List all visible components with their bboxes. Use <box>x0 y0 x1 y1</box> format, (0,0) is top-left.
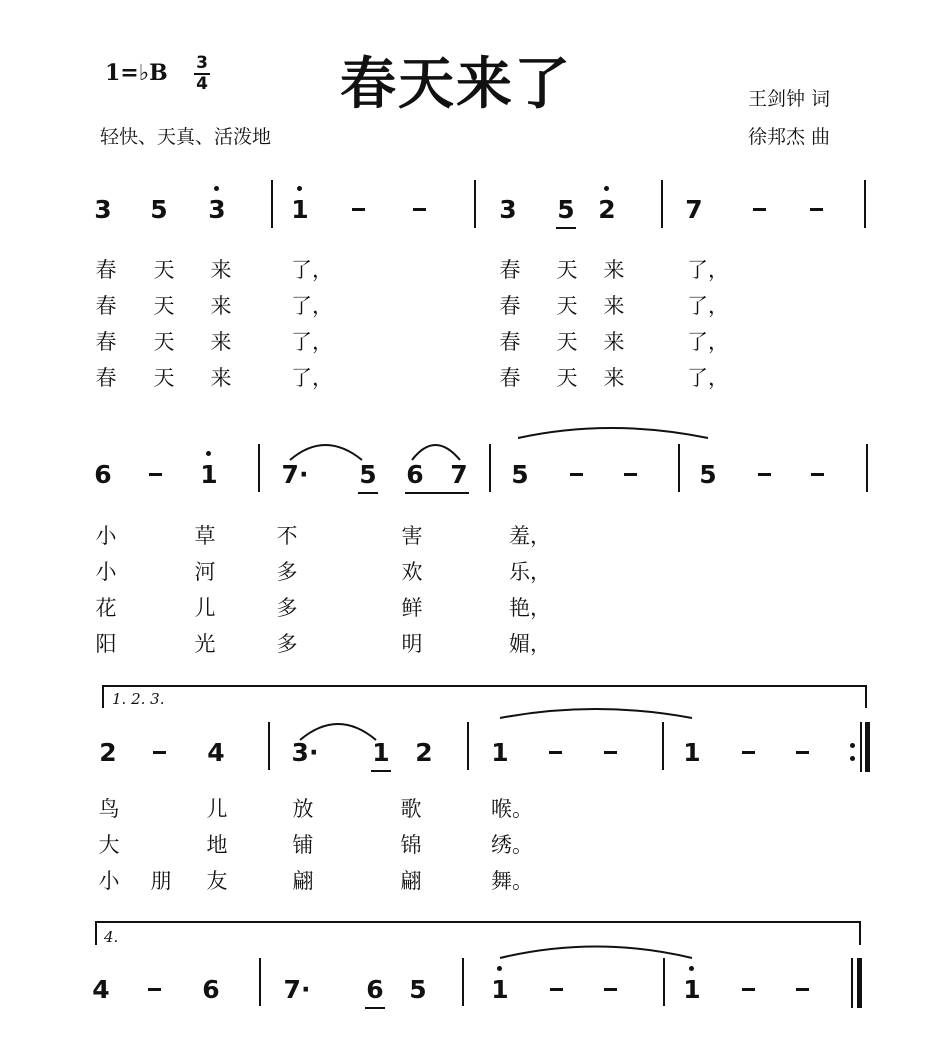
tie <box>500 709 692 718</box>
lyric: 来 <box>210 330 232 354</box>
lyric: 多 <box>276 632 298 656</box>
lyric: 歌 <box>400 797 422 821</box>
lyric: 多 <box>276 560 298 584</box>
lyric: 春 <box>499 258 521 282</box>
lyric: 儿 <box>206 797 228 821</box>
lyric: 媚， <box>509 632 551 656</box>
volta-bracket-4 <box>96 922 860 945</box>
lyric: 地 <box>206 833 228 857</box>
tie <box>412 445 460 460</box>
note: 5 <box>409 975 427 1004</box>
lyric: 了， <box>687 330 729 354</box>
lyric: 羞， <box>509 524 551 548</box>
note: 5 <box>557 195 575 224</box>
lyric: 放 <box>292 797 314 821</box>
lyric: 来 <box>603 258 625 282</box>
note: 4 <box>207 738 225 767</box>
tie <box>500 947 692 959</box>
time-signature-top: 3 <box>196 53 208 73</box>
lyric: 来 <box>603 294 625 318</box>
lyric: 来 <box>603 366 625 390</box>
lyric: 光 <box>194 632 216 656</box>
note: 6 <box>94 460 112 489</box>
lyric: 乐， <box>509 560 551 584</box>
note: 4 <box>92 975 110 1004</box>
note: 5 <box>359 460 377 489</box>
note: 1 <box>491 975 509 1004</box>
note: 3 <box>208 195 226 224</box>
note: 6 <box>366 975 384 1004</box>
note: 6 <box>406 460 424 489</box>
lyric: 了， <box>687 294 729 318</box>
note: 5 <box>699 460 717 489</box>
lyric: 欢 <box>401 560 423 584</box>
lyric: 河 <box>194 560 216 584</box>
volta-label: 1. 2. 3. <box>112 690 165 708</box>
lyric: 铺 <box>292 833 314 857</box>
lyric: 天 <box>153 330 175 354</box>
lyric: 鲜 <box>401 596 423 620</box>
lyric: 小 <box>98 869 120 893</box>
lyric: 多 <box>276 596 298 620</box>
lyric: 锦 <box>400 833 422 857</box>
lyric: 翩 <box>400 869 422 893</box>
note: 3· <box>291 738 319 767</box>
tie <box>300 724 376 740</box>
note: 7 <box>450 460 468 489</box>
lyric: 天 <box>153 366 175 390</box>
lyric: 了， <box>291 366 333 390</box>
lyric: 来 <box>603 330 625 354</box>
lyric: 春 <box>95 258 117 282</box>
lyric: 喉。 <box>491 797 533 821</box>
lyric: 天 <box>556 258 578 282</box>
note: 2 <box>598 195 616 224</box>
lyric: 不 <box>276 524 298 548</box>
note: 6 <box>202 975 220 1004</box>
tempo-marking: 轻快、天真、活泼地 <box>100 126 272 148</box>
composer-credit: 徐邦杰 曲 <box>748 126 831 148</box>
lyric: 了， <box>291 294 333 318</box>
lyric: 草 <box>194 524 216 548</box>
tie <box>290 445 362 460</box>
note: 2 <box>99 738 117 767</box>
time-signature-bottom: 4 <box>196 74 208 94</box>
tie <box>518 428 708 438</box>
lyric: 阳 <box>95 632 117 656</box>
lyric: 了， <box>291 330 333 354</box>
lyric: 害 <box>401 524 423 548</box>
lyric: 来 <box>210 294 232 318</box>
note: 2 <box>415 738 433 767</box>
lyric: 了， <box>291 258 333 282</box>
note: 1 <box>491 738 509 767</box>
lyric: 艳， <box>509 596 551 620</box>
lyric: 大 <box>98 833 120 857</box>
lyric: 鸟 <box>98 797 120 821</box>
lyric: 春 <box>95 366 117 390</box>
lyric: 翩 <box>292 869 314 893</box>
note: 1 <box>372 738 390 767</box>
lyric: 天 <box>153 294 175 318</box>
lyric: 春 <box>499 294 521 318</box>
lyric: 友 <box>206 869 228 893</box>
lyric: 天 <box>556 366 578 390</box>
lyric: 天 <box>556 294 578 318</box>
note: 1 <box>291 195 309 224</box>
note: 1 <box>683 975 701 1004</box>
note: 7· <box>281 460 309 489</box>
lyric: 春 <box>95 294 117 318</box>
lyric: 天 <box>556 330 578 354</box>
note: 5 <box>150 195 168 224</box>
volta-label: 4. <box>104 928 119 946</box>
lyric: 了， <box>687 366 729 390</box>
note: 1 <box>683 738 701 767</box>
note: 7 <box>685 195 703 224</box>
lyric: 春 <box>95 330 117 354</box>
note: 5 <box>511 460 529 489</box>
lyric: 朋 <box>150 869 172 893</box>
lyric: 绣。 <box>491 833 533 857</box>
note: 3 <box>94 195 112 224</box>
note: 1 <box>200 460 218 489</box>
note: 7· <box>283 975 311 1004</box>
lyricist-credit: 王剑钟 词 <box>748 88 831 110</box>
lyric: 春 <box>499 330 521 354</box>
lyric: 春 <box>499 366 521 390</box>
lyric: 来 <box>210 366 232 390</box>
lyric: 花 <box>95 596 117 620</box>
song-title: 春天来了 <box>340 52 572 117</box>
lyric: 来 <box>210 258 232 282</box>
lyric: 小 <box>95 524 117 548</box>
lyric: 舞。 <box>491 869 533 893</box>
lyric: 儿 <box>194 596 216 620</box>
lyric: 明 <box>401 632 423 656</box>
note: 3 <box>499 195 517 224</box>
lyric: 天 <box>153 258 175 282</box>
key-signature: 1=♭B <box>105 60 168 86</box>
volta-bracket-1 <box>103 686 866 708</box>
lyric: 小 <box>95 560 117 584</box>
lyric: 了， <box>687 258 729 282</box>
